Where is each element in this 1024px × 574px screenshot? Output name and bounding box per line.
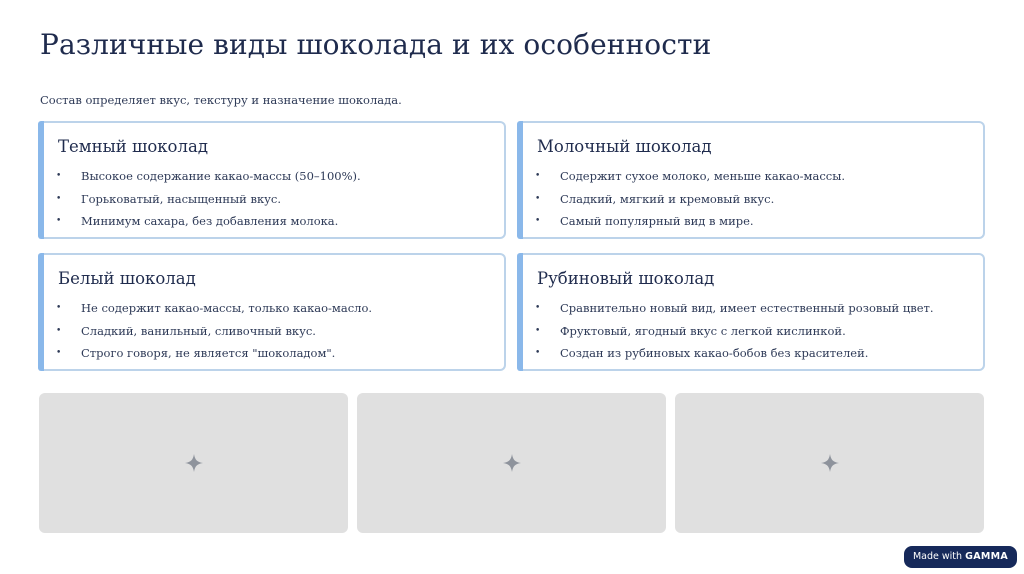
bullet-icon: • [535, 325, 541, 336]
list-item-text: Сладкий, ванильный, сливочный вкус. [81, 323, 316, 338]
list-item [54, 169, 494, 192]
bullet-icon: • [535, 303, 541, 313]
list-item-text: Высокое содержание какао-массы (50–100%). [81, 169, 361, 183]
sparkle-icon [184, 453, 204, 473]
card-white-chocolate [38, 253, 506, 371]
list-item [533, 192, 973, 215]
bullet-icon: • [56, 303, 62, 313]
page-subtitle: Состав определяет вкус, текстуру и назначение шоколада. [40, 93, 402, 107]
image-placeholder[interactable] [675, 393, 984, 533]
list-item [54, 214, 494, 237]
bullet-icon: • [56, 325, 62, 336]
bullet-icon: • [56, 216, 62, 226]
sparkle-icon [502, 453, 522, 473]
card-bullet-list [54, 301, 494, 369]
image-placeholder[interactable] [39, 393, 348, 533]
card-ruby-chocolate [517, 253, 985, 371]
list-item-text: Фруктовый, ягодный вкус с легкой кислинкой. [560, 323, 846, 338]
list-item-text: Строго говоря, не является "шоколадом". [81, 346, 336, 360]
page-title: Различные виды шоколада и их особенности [40, 28, 712, 61]
card-bullet-list [54, 169, 494, 237]
list-item-text: Минимум сахара, без добавления молока. [81, 214, 339, 228]
list-item-text: Сладкий, мягкий и кремовый вкус. [560, 191, 775, 206]
badge-prefix: Made with [912, 551, 963, 562]
sparkle-icon [820, 453, 840, 473]
bullet-icon: • [535, 348, 541, 358]
bullet-icon: • [535, 216, 541, 226]
gamma-logo: GAMMA [965, 551, 1009, 562]
card-dark-chocolate [38, 121, 506, 239]
card-title: Молочный шоколад [537, 137, 712, 156]
list-item [533, 324, 973, 347]
list-item-text: Горьковатый, насыщенный вкус. [81, 191, 282, 206]
bullet-icon: • [56, 171, 62, 181]
list-item-text: Сравнительно новый вид, имеет естественный розовый цвет. [560, 301, 934, 315]
list-item [54, 192, 494, 215]
list-item-text: Самый популярный вид в мире. [560, 214, 754, 228]
bullet-icon: • [56, 193, 62, 204]
list-item [533, 169, 973, 192]
list-item-text: Содержит сухое молоко, меньше какао-массы. [560, 169, 846, 183]
card-bullet-list [533, 169, 973, 237]
card-bullet-list [533, 301, 973, 369]
list-item [533, 214, 973, 237]
list-item [533, 301, 973, 324]
list-item [54, 346, 494, 369]
list-item-text: Создан из рубиновых какао-бобов без красителей. [560, 346, 869, 360]
card-title: Белый шоколад [58, 269, 196, 288]
card-title: Рубиновый шоколад [537, 269, 715, 288]
list-item [533, 346, 973, 369]
made-with-gamma-badge[interactable] [904, 546, 1017, 568]
list-item [54, 324, 494, 347]
list-item [54, 301, 494, 324]
card-milk-chocolate [517, 121, 985, 239]
bullet-icon: • [535, 193, 541, 204]
bullet-icon: • [535, 171, 541, 181]
list-item-text: Не содержит какао-массы, только какао-масло. [81, 301, 373, 315]
card-title: Темный шоколад [58, 137, 208, 156]
bullet-icon: • [56, 348, 62, 358]
image-placeholder[interactable] [357, 393, 666, 533]
